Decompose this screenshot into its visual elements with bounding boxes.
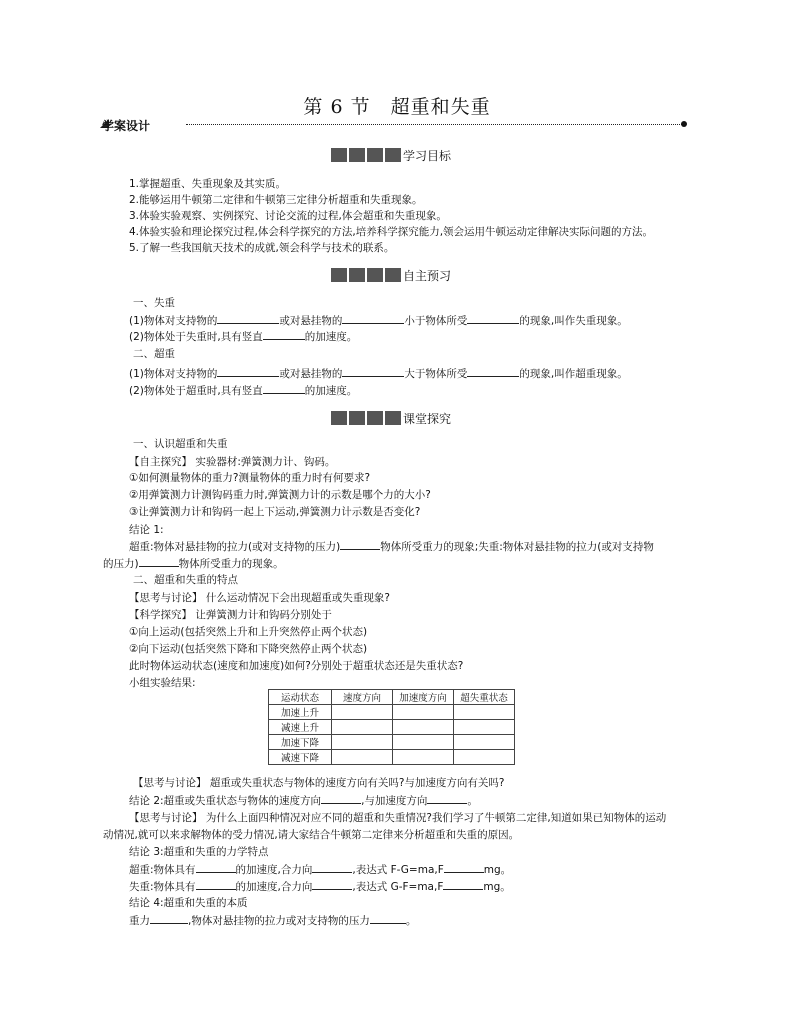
results-table	[268, 689, 515, 765]
question-item: ③让弹簧测力计和钩码一起上下运动,弹簧测力计示数是否变化?	[129, 506, 421, 518]
table-cell: 加速上升	[269, 705, 332, 720]
fill-blank[interactable]	[150, 913, 188, 924]
table-row	[269, 705, 515, 720]
fill-blank[interactable]	[312, 862, 352, 873]
table-cell-empty[interactable]	[332, 705, 393, 720]
fill-blank[interactable]	[217, 366, 279, 377]
fill-blank[interactable]	[263, 383, 305, 394]
block-icon	[367, 411, 383, 425]
dotted-divider	[186, 124, 682, 125]
design-label: 学案设计	[102, 119, 151, 133]
fill-blank[interactable]	[342, 366, 404, 377]
fill-blank[interactable]	[196, 862, 236, 873]
fill-blank[interactable]	[139, 556, 179, 567]
preview-line: (1)物体对支持物的 或对悬挂物的 大于物体所受 的现象,叫作超重现象。	[129, 368, 628, 380]
think-discuss-3-cont: 动情况,就可以来求解物体的受力情况,请大家结合牛顿第二定律来分析超重和失重的原因。	[103, 829, 520, 841]
table-cell-empty[interactable]	[454, 705, 515, 720]
fill-blank[interactable]	[196, 879, 236, 890]
page-title: 第 6 节 超重和失重	[303, 96, 491, 118]
section-label: 课堂探究	[403, 412, 452, 426]
block-icon	[349, 268, 365, 282]
goal-item: 5.了解一些我国航天技术的成就,领会科学与技术的联系。	[129, 242, 395, 254]
table-cell-empty[interactable]	[332, 720, 393, 735]
goal-item: 4.体验实验和理论探究过程,体会科学探究的方法,培养科学探究能力,领会运用牛顿运动定律解决实际问题的方法。	[129, 226, 654, 238]
table-row	[269, 720, 515, 735]
think-discuss: 【思考与讨论】 什么运动情况下会出现超重或失重现象?	[129, 592, 390, 604]
fill-blank[interactable]	[263, 329, 305, 340]
table-cell-empty[interactable]	[393, 705, 454, 720]
conclusion-3: 结论 3:超重和失重的力学特点	[129, 846, 269, 858]
goal-item: 1.掌握超重、失重现象及其实质。	[129, 178, 287, 190]
conclusion-1-text: 超重:物体对悬挂物的拉力(或对支持物的压力) 物体所受重力的现象;失重:物体对悬挂物的拉力(或对支持物	[129, 541, 654, 553]
think-discuss-2: 【思考与讨论】 超重或失重状态与物体的速度方向有关吗?与加速度方向有关吗?	[133, 777, 505, 789]
fill-blank[interactable]	[321, 793, 361, 804]
table-header: 超失重状态	[454, 690, 515, 705]
conclusion-4-text: 重力 ,物体对悬挂物的拉力或对支持物的压力 。	[129, 915, 417, 927]
table-header: 加速度方向	[393, 690, 454, 705]
table-cell: 减速上升	[269, 720, 332, 735]
preview-line: (1)物体对支持物的 或对悬挂物的 小于物体所受 的现象,叫作失重现象。	[129, 315, 628, 327]
block-icon	[349, 148, 365, 162]
table-cell-empty[interactable]	[393, 720, 454, 735]
fill-blank[interactable]	[443, 879, 483, 890]
explore-heading-1: 一、认识超重和失重	[133, 438, 228, 450]
fill-blank[interactable]	[342, 313, 404, 324]
question-item: ①如何测量物体的重力?测量物体的重力时有何要求?	[129, 472, 371, 484]
block-icon	[349, 411, 365, 425]
scenario-question: 此时物体运动状态(速度和加速度)如何?分别处于超重状态还是失重状态?	[129, 660, 464, 672]
divider-end-dot	[681, 121, 687, 127]
table-cell-empty[interactable]	[393, 750, 454, 765]
table-header: 速度方向	[332, 690, 393, 705]
group-result-label: 小组实验结果:	[129, 677, 196, 689]
table-cell: 减速下降	[269, 750, 332, 765]
block-icon	[385, 148, 401, 162]
preview-line: (2)物体处于超重时,具有竖直 的加速度。	[129, 385, 358, 397]
goal-item: 2.能够运用牛顿第二定律和牛顿第三定律分析超重和失重现象。	[129, 194, 423, 206]
block-icon	[385, 268, 401, 282]
block-icon	[331, 268, 347, 282]
section-label: 学习目标	[403, 149, 452, 163]
self-explore: 【自主探究】 实验器材:弹簧测力计、钩码。	[129, 456, 336, 468]
science-explore: 【科学探究】 让弹簧测力计和钩码分别处于	[129, 609, 332, 621]
block-icon	[367, 148, 383, 162]
goal-item: 3.体验实验观察、实例探究、讨论交流的过程,体会超重和失重现象。	[129, 210, 447, 222]
scenario-item: ①向上运动(包括突然上升和上升突然停止两个状态)	[129, 626, 368, 638]
table-cell-empty[interactable]	[332, 750, 393, 765]
conclusion-3-overweight: 超重:物体具有 的加速度,合力向 ,表达式 F-G=ma,F mg。	[129, 864, 512, 876]
section-label: 自主预习	[403, 269, 452, 283]
fill-blank[interactable]	[467, 366, 519, 377]
fill-blank[interactable]	[217, 313, 279, 324]
conclusion-1: 结论 1:	[129, 524, 164, 536]
conclusion-3-weightless: 失重:物体具有 的加速度,合力向 ,表达式 G-F=ma,F mg。	[129, 881, 511, 893]
fill-blank[interactable]	[370, 913, 406, 924]
table-cell-empty[interactable]	[454, 750, 515, 765]
section-header-goals	[331, 147, 531, 165]
fill-blank[interactable]	[444, 862, 484, 873]
table-header-row	[269, 690, 515, 705]
conclusion-1-text: 的压力) 物体所受重力的现象。	[103, 558, 284, 570]
table-cell-empty[interactable]	[393, 735, 454, 750]
think-discuss-3: 【思考与讨论】 为什么上面四种情况对应不同的超重和失重情况?我们学习了牛顿第二定律,知道如果已知物体的运动	[129, 812, 667, 824]
table-row	[269, 735, 515, 750]
preview-heading-weightlessness: 一、失重	[133, 297, 175, 309]
fill-blank[interactable]	[427, 793, 467, 804]
block-icon	[367, 268, 383, 282]
conclusion-2: 结论 2:超重或失重状态与物体的速度方向 ,与加速度方向 。	[129, 795, 478, 807]
preview-line: (2)物体处于失重时,具有竖直 的加速度。	[129, 331, 358, 343]
fill-blank[interactable]	[340, 539, 380, 550]
explore-heading-2: 二、超重和失重的特点	[133, 574, 238, 586]
conclusion-4: 结论 4:超重和失重的本质	[129, 897, 248, 909]
block-icon	[331, 148, 347, 162]
table-cell-empty[interactable]	[454, 720, 515, 735]
question-item: ②用弹簧测力计测钩码重力时,弹簧测力计的示数是哪个力的大小?	[129, 489, 431, 501]
fill-blank[interactable]	[312, 879, 352, 890]
table-cell-empty[interactable]	[332, 735, 393, 750]
section-header-explore	[331, 410, 531, 428]
table-row	[269, 750, 515, 765]
fill-blank[interactable]	[467, 313, 519, 324]
table-header: 运动状态	[269, 690, 332, 705]
scenario-item: ②向下运动(包括突然下降和下降突然停止两个状态)	[129, 643, 368, 655]
table-cell-empty[interactable]	[454, 735, 515, 750]
block-icon	[385, 411, 401, 425]
table-cell: 加速下降	[269, 735, 332, 750]
preview-heading-overweight: 二、超重	[133, 348, 175, 360]
block-icon	[331, 411, 347, 425]
section-header-preview	[331, 267, 531, 285]
